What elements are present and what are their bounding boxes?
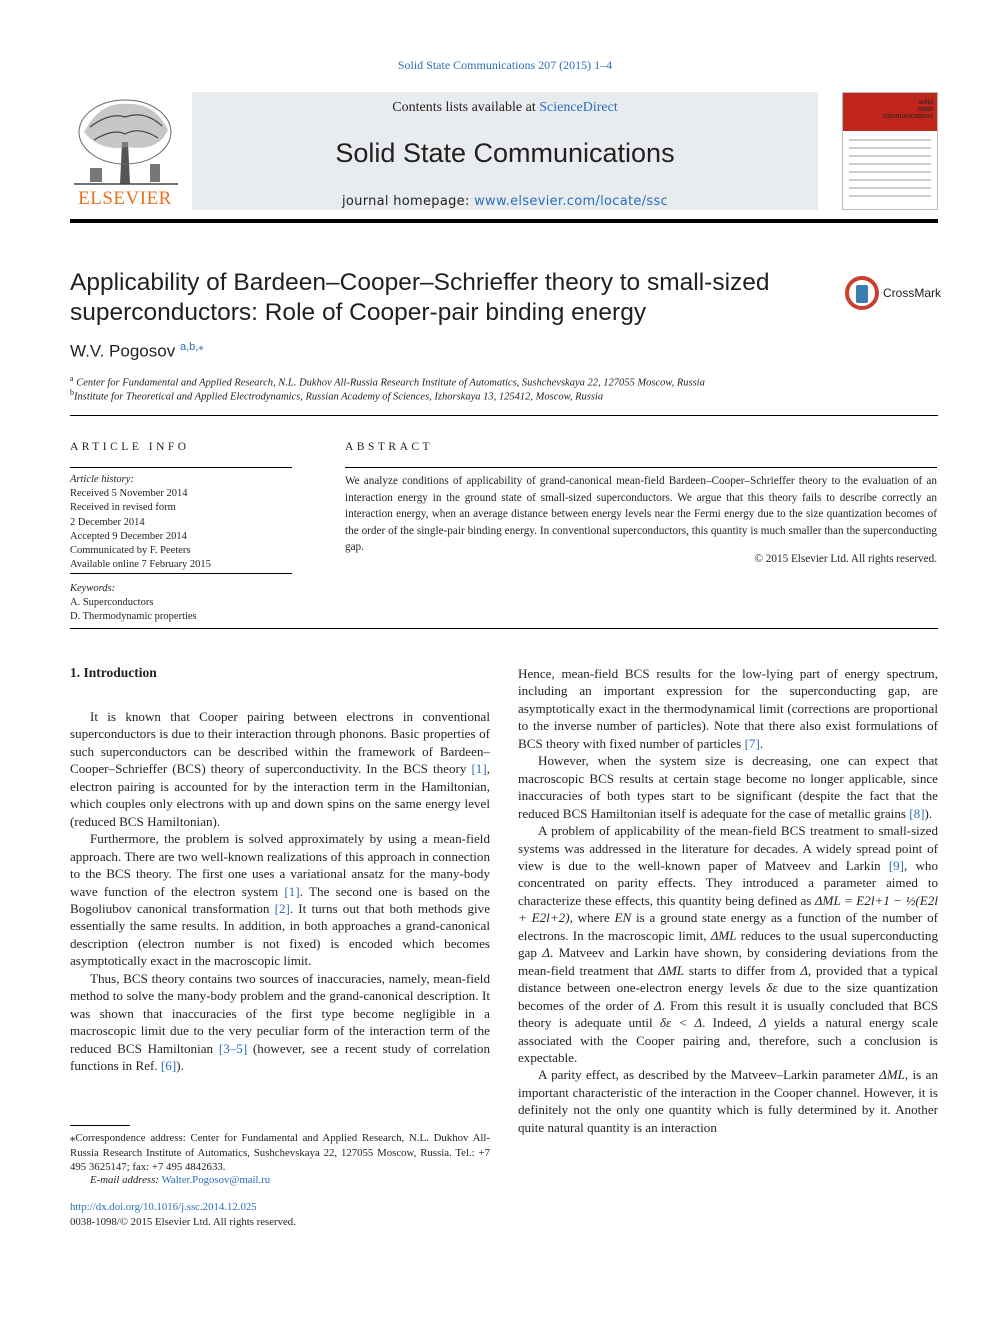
author-name: W.V. Pogosov: [70, 341, 176, 361]
contents-label: Contents lists available at: [392, 100, 540, 115]
cover-title: [882, 99, 933, 120]
section-heading: 1. Introduction: [70, 665, 157, 680]
email-link[interactable]: Walter.Pogosov@mail.ru: [161, 1174, 271, 1186]
journal-citation-link[interactable]: Solid State Communications 207 (2015) 1–4: [397, 58, 613, 72]
elsevier-logo[interactable]: [70, 92, 186, 210]
crossmark-label: CrossMark: [883, 286, 942, 300]
reference-link[interactable]: [8]: [909, 805, 925, 821]
math-symbol: ΔML: [879, 1067, 905, 1083]
journal-cover-thumbnail[interactable]: [842, 92, 938, 210]
divider: [70, 467, 292, 468]
math-inequality: δε < Δ: [659, 1015, 703, 1031]
math-symbol: Δ: [800, 962, 808, 978]
author-affiliation-marks[interactable]: a,b,⁎: [179, 341, 204, 353]
keywords-label: Keywords:: [70, 583, 116, 594]
author-line: [70, 340, 204, 362]
math-symbol: ΔML: [658, 962, 685, 978]
email-line: [90, 1174, 270, 1186]
reference-link[interactable]: [1]: [284, 883, 300, 899]
cover-title-line: solid: [918, 99, 933, 106]
footnote-rule: [70, 1125, 130, 1126]
paragraph: Furthermore, the problem is solved approximately by using a mean-field approach. There are two well-known realizations of this approach in connection to the BCS theory. The first one uses a variational ansatz for the many-body wave function of the electron system [1]. The second one is based on the Bogoliubov canonical transformation [2]. It turns out that both methods give essentially the same results. In addition, in both approaches a grand-canonical description (electron number is not fixed) is encoded which becomes asymptotically exact in the macroscopic limit.: [70, 831, 491, 969]
journal-homepage-link[interactable]: www.elsevier.com/locate/ssc: [474, 194, 668, 209]
contents-line: [192, 100, 818, 116]
divider: [345, 467, 937, 468]
keyword-item: A. Superconductors: [70, 597, 154, 609]
affiliation-mark: a: [70, 374, 74, 383]
sciencedirect-link[interactable]: ScienceDirect: [539, 100, 618, 115]
tree-logo-icon: [70, 92, 186, 192]
cover-title-line: state: [917, 106, 933, 113]
keyword-item: D. Thermodynamic properties: [70, 611, 197, 623]
reference-link[interactable]: [9]: [888, 857, 905, 873]
affiliation-mark: b: [70, 388, 74, 397]
reference-link[interactable]: [1]: [471, 761, 487, 777]
body-column-right: [518, 665, 938, 1136]
history-item: Accepted 9 December 2014: [70, 530, 187, 542]
history-item: Received in revised form: [70, 502, 176, 514]
abstract-heading: ABSTRACT: [345, 441, 434, 453]
cover-title-line: communications: [882, 113, 933, 120]
affiliation-a: [70, 374, 705, 389]
journal-banner: [192, 92, 818, 210]
history-item: 2 December 2014: [70, 516, 145, 528]
crossmark-badge[interactable]: [845, 276, 940, 312]
history-item: Received 5 November 2014: [70, 488, 188, 500]
email-label: E-mail address:: [90, 1174, 162, 1186]
history-item: Available online 7 February 2015: [70, 559, 211, 571]
correspondence-footnote: ⁎Correspondence address: Center for Fundamental and Applied Research, N.L. Dukhov All-Russia Research Institute of Automatics, Sushchevskaya 22, 127055 Moscow, Russia. Tel.: +7 495 3625147; fax: +7 495 4842633.: [70, 1132, 490, 1174]
masthead: [70, 92, 938, 210]
paragraph: A parity effect, as described by the Matveev–Larkin parameter ΔML, is an important characteristic of the interaction in the Cooper channel. However, it is definitely not the only one quantity which is fully determined by it. Another quite natural quantity is an interaction: [518, 1067, 938, 1135]
reference-link[interactable]: [6]: [160, 1058, 177, 1074]
paragraph: Thus, BCS theory contains two sources of inaccuracies, namely, mean-field method to solve the many-body problem and the grand-canonical description. It was shown that inaccuracies of the first type become negligible in a macroscopic limit due to the very peculiar form of the interaction term of the reduced BCS Hamiltonian [3–5] (however, see a recent study of correlation functions in Ref. [6]).: [70, 970, 490, 1074]
doi-link[interactable]: http://dx.doi.org/10.1016/j.ssc.2014.12.025: [70, 1201, 257, 1213]
math-symbol: EN: [614, 910, 632, 926]
journal-name: Solid State Communications: [335, 138, 675, 168]
crossmark-icon: [845, 276, 879, 310]
paragraph: A problem of applicability of the mean-field BCS treatment to small-sized systems was addressed in the literature for decades. A widely spread point of view is due to the well-known paper of Matveev and Larkin [9], who concentrated on parity effects. They introduced a parameter aimed to characterize these effects, this quantity being defined as ΔML = E2l+1 − ½(E2l + E2l+2), where EN is a ground state energy as a function of the number of electrons. In the macroscopic limit, ΔML reduces to the usual superconducting gap Δ. Matveev and Larkin have shown, by considering deviations from the mean-field treatment that ΔML starts to differ from Δ, provided that a typical distance between one-electron energy levels δε due to the size quantization becomes of the order of Δ. From this result it is usually concluded that BCS theory is adequate until δε < Δ. Indeed, Δ yields a natural energy scale associated with the Cooper pairing and, therefore, such a conclusion is expectable.: [518, 823, 939, 1065]
homepage-label: journal homepage:: [341, 194, 475, 209]
masthead-rule: [70, 219, 938, 223]
paragraph: It is known that Cooper pairing between electrons in conventional superconductors is due to their interaction through phonons. Basic properties of such superconductors can be described within the framework of Bardeen–Cooper–Schrieffer (BCS) theory of superconductivity. In the BCS theory [1], electron pairing is accounted for by the interaction term in the Hamiltonian, which couples only electrons with up and down spins on the same energy level (reduced BCS Hamiltonian).: [70, 709, 490, 829]
homepage-line: [192, 194, 818, 209]
reference-link[interactable]: [2]: [274, 900, 290, 916]
affiliation-b: [70, 388, 603, 403]
math-symbol: Δ: [654, 997, 662, 1013]
article-history: [70, 473, 292, 572]
reference-link[interactable]: [7]: [744, 735, 760, 751]
paragraph: Hence, mean-field BCS results for the low-lying part of energy spectrum, including an important expression for the superconducting gap, are asymptotically exact in the thermodynamical limit (corrections are proportional to the inverse number of particles). Note that there also exist formulations of BCS theory with fixed number of particles [7].: [518, 666, 938, 751]
math-symbol: Δ: [758, 1015, 767, 1031]
affiliation-text: Center for Fundamental and Applied Research, N.L. Dukhov All-Russia Research Institute of Automatics, Sushchevskaya 22, 127055 Moscow, Russia: [76, 377, 705, 389]
abstract-copyright: © 2015 Elsevier Ltd. All rights reserved.: [754, 553, 937, 565]
math-symbol: δε: [766, 980, 778, 996]
history-label: Article history:: [70, 474, 134, 485]
body-column-left: [70, 708, 490, 1075]
keywords: [70, 582, 292, 625]
math-symbol: Δ: [542, 945, 550, 961]
elsevier-wordmark: ELSEVIER: [78, 188, 172, 209]
affiliation-text: Institute for Theoretical and Applied Electrodynamics, Russian Academy of Sciences, Izhorskaya 13, 125412, Moscow, Russia: [74, 391, 604, 403]
history-item: Communicated by F. Peeters: [70, 545, 191, 557]
divider: [70, 573, 292, 574]
math-formula: ΔML = E2l+1 − ½(E2l + E2l+2): [518, 892, 938, 926]
paragraph: However, when the system size is decreasing, one can expect that macroscopic BCS results at certain stage become no longer applicable, since inaccuracies of both types start to be significant (despite the fact that the reduced BCS Hamiltonian itself is adequate for the case of metallic grains [8]).: [518, 753, 938, 821]
article-title: Applicability of Bardeen–Cooper–Schrieffer theory to small-sized superconductors: Role of Cooper-pair binding energy: [70, 269, 770, 326]
math-symbol: ΔML: [710, 927, 737, 943]
divider: [70, 415, 938, 416]
divider: [70, 628, 938, 629]
reference-link[interactable]: [3–5]: [218, 1040, 248, 1056]
issn-copyright: 0038-1098/© 2015 Elsevier Ltd. All rights reserved.: [70, 1216, 296, 1228]
abstract-text: We analyze conditions of applicability of grand-canonical mean-field Bardeen–Cooper–Schrieffer theory to the evaluation of an interaction energy in the ground state of small-sized superconductors. We argue that this theory fails to describe correctly an interaction energy, when an average distance between energy levels near the Fermi energy due to the size quantization becomes of the order of the single-pair binding energy. In conventional superconductors, this quantity is much smaller than the superconducting gap.: [345, 475, 937, 553]
cover-text-lines: [849, 139, 931, 203]
article-info-heading: ARTICLE INFO: [70, 441, 190, 453]
